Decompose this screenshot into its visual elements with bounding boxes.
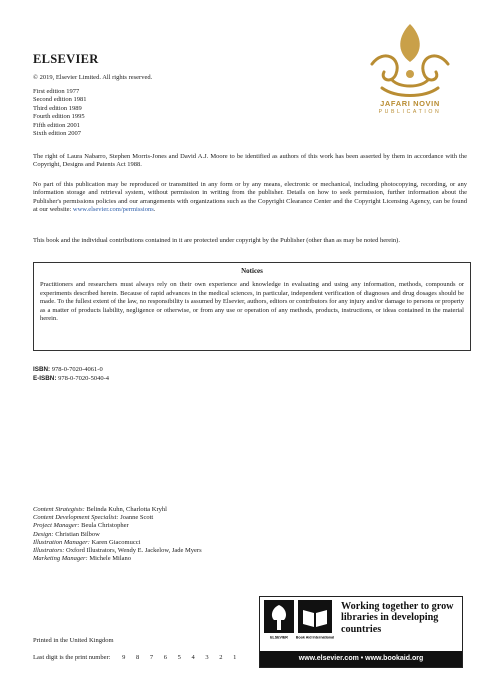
credits-list: [33, 506, 333, 563]
permissions-paragraph: No part of this publication may be reproduced or transmitted in any form or by any means, electronic or mechanical, including photocopying, recording, or any information storage and retrieval system, without permission in writing from the publisher. Details on how to seek permission, further information about the Publisher's permissions policies and our arrangements with organizations such as the Copyright Clearance Center and the Copyright Licensing Agency, can be found at our website: www.elsevier.com/permissions.: [33, 181, 467, 214]
notices-title: Notices: [241, 267, 263, 275]
credit-item: [33, 547, 333, 555]
protected-paragraph: This book and the individual contributions contained in it are protected under copyright by the Publisher (other than as may be noted herein).: [33, 237, 400, 244]
credit-item: [33, 506, 333, 514]
isbn-block: [33, 366, 109, 383]
permissions-text: No part of this publication may be reproduced or transmitted in any form or by any means, electronic or mechanical, including photocopying, recording, or any information storage and retrieval system, without permission in writing from the publisher. Details on how to seek permission, further information about the Publisher's permissions policies and our arrangements with organizations such as the Copyright Clearance Center and the Copyright Licensing Agency, can be found at our website:: [33, 181, 467, 214]
ad-tagline: Working together to grow libraries in developing countries: [341, 601, 454, 635]
publisher-heading: ELSEVIER: [33, 52, 99, 66]
credit-name: Oxford Illustrators, Wendy E. Jackelow, Jade Myers: [66, 547, 202, 555]
elsevier-tree-icon: [264, 600, 294, 640]
elsevier-mark: ELSEVIER: [270, 635, 288, 640]
edition-item: Fourth edition 1995: [33, 113, 85, 121]
credit-role: Design:: [33, 530, 54, 538]
edition-item: First edition 1977: [33, 88, 80, 95]
credit-item: [33, 522, 333, 530]
book-aid-ad: [259, 596, 463, 668]
credit-name: Joanne Scott: [120, 514, 154, 522]
credit-item: [33, 539, 333, 547]
credit-item: [33, 514, 333, 522]
credit-name: Belinda Kuhn, Charlotta Kryhl: [86, 506, 167, 513]
print-number-digits: 9 8 7 6 5 4 3 2 1: [122, 654, 241, 661]
eisbn-label: E-ISBN:: [33, 374, 57, 382]
edition-history: [33, 88, 183, 138]
credit-item: [33, 531, 333, 539]
edition-item: Fifth edition 2001: [33, 121, 80, 129]
authors-right-paragraph: The right of Laura Nabarro, Stephen Morris-Jones and David A.J. Moore to be identified as authors of this work has been asserted by them in accordance with the Copyright, Designs and Patents Act 1988.: [33, 153, 467, 169]
edition-item: Second edition 1981: [33, 96, 87, 104]
print-number-label: Last digit is the print number:: [33, 654, 111, 661]
credit-role: Illustrators:: [33, 547, 65, 555]
credit-name: Christian Bilbow: [55, 530, 100, 538]
printed-line: Printed in the United Kingdom: [33, 637, 114, 644]
print-number-line: [33, 654, 241, 662]
eisbn-value: 978-0-7020-5040-4: [58, 374, 109, 382]
isbn-value: 978-0-7020-4061-0: [51, 366, 103, 373]
book-aid-icon: [295, 600, 335, 640]
notices-box: [33, 262, 471, 351]
credit-role: Content Strategists:: [33, 506, 85, 513]
credit-role: Content Development Specialist:: [33, 514, 119, 522]
isbn-label: ISBN:: [33, 366, 51, 373]
credit-name: Beula Christopher: [81, 522, 129, 530]
ad-urls: www.elsevier.com • www.bookaid.org: [260, 651, 462, 667]
logo-subtitle: PUBLICATION: [378, 109, 442, 115]
credit-role: Illustration Manager:: [33, 538, 90, 546]
credit-name: Michele Milano: [89, 555, 132, 563]
edition-item: Third edition 1989: [33, 104, 82, 112]
notices-body: Practitioners and researchers must always rely on their own experience and knowledge in evaluating and using any information, methods, compounds or experiments described herein. Because of rapid advances in the medical sciences, in particular, independent verification of diagnoses and drug dosages should be made. To the fullest extent of the law, no responsibility is assumed by Elsevier, authors, editors or contributors for any injury and/or damage to persons or property as a matter of products liability, negligence or otherwise, or from any use or operation of any methods, products, instructions, or ideas contained in the material herein.: [40, 281, 464, 323]
credit-item: [33, 555, 333, 563]
credit-name: Karen Giacomucci: [91, 538, 141, 546]
logo-name: JAFARI NOVIN: [380, 99, 440, 108]
credit-role: Project Manager:: [33, 522, 80, 530]
edition-item: Sixth edition 2007: [33, 130, 82, 138]
credit-role: Marketing Manager:: [33, 555, 88, 563]
copyright-line: © 2019, Elsevier Limited. All rights reserved.: [33, 74, 153, 81]
book-aid-mark: Book Aid International: [295, 635, 335, 640]
permissions-link[interactable]: www.elsevier.com/permissions: [72, 206, 154, 214]
